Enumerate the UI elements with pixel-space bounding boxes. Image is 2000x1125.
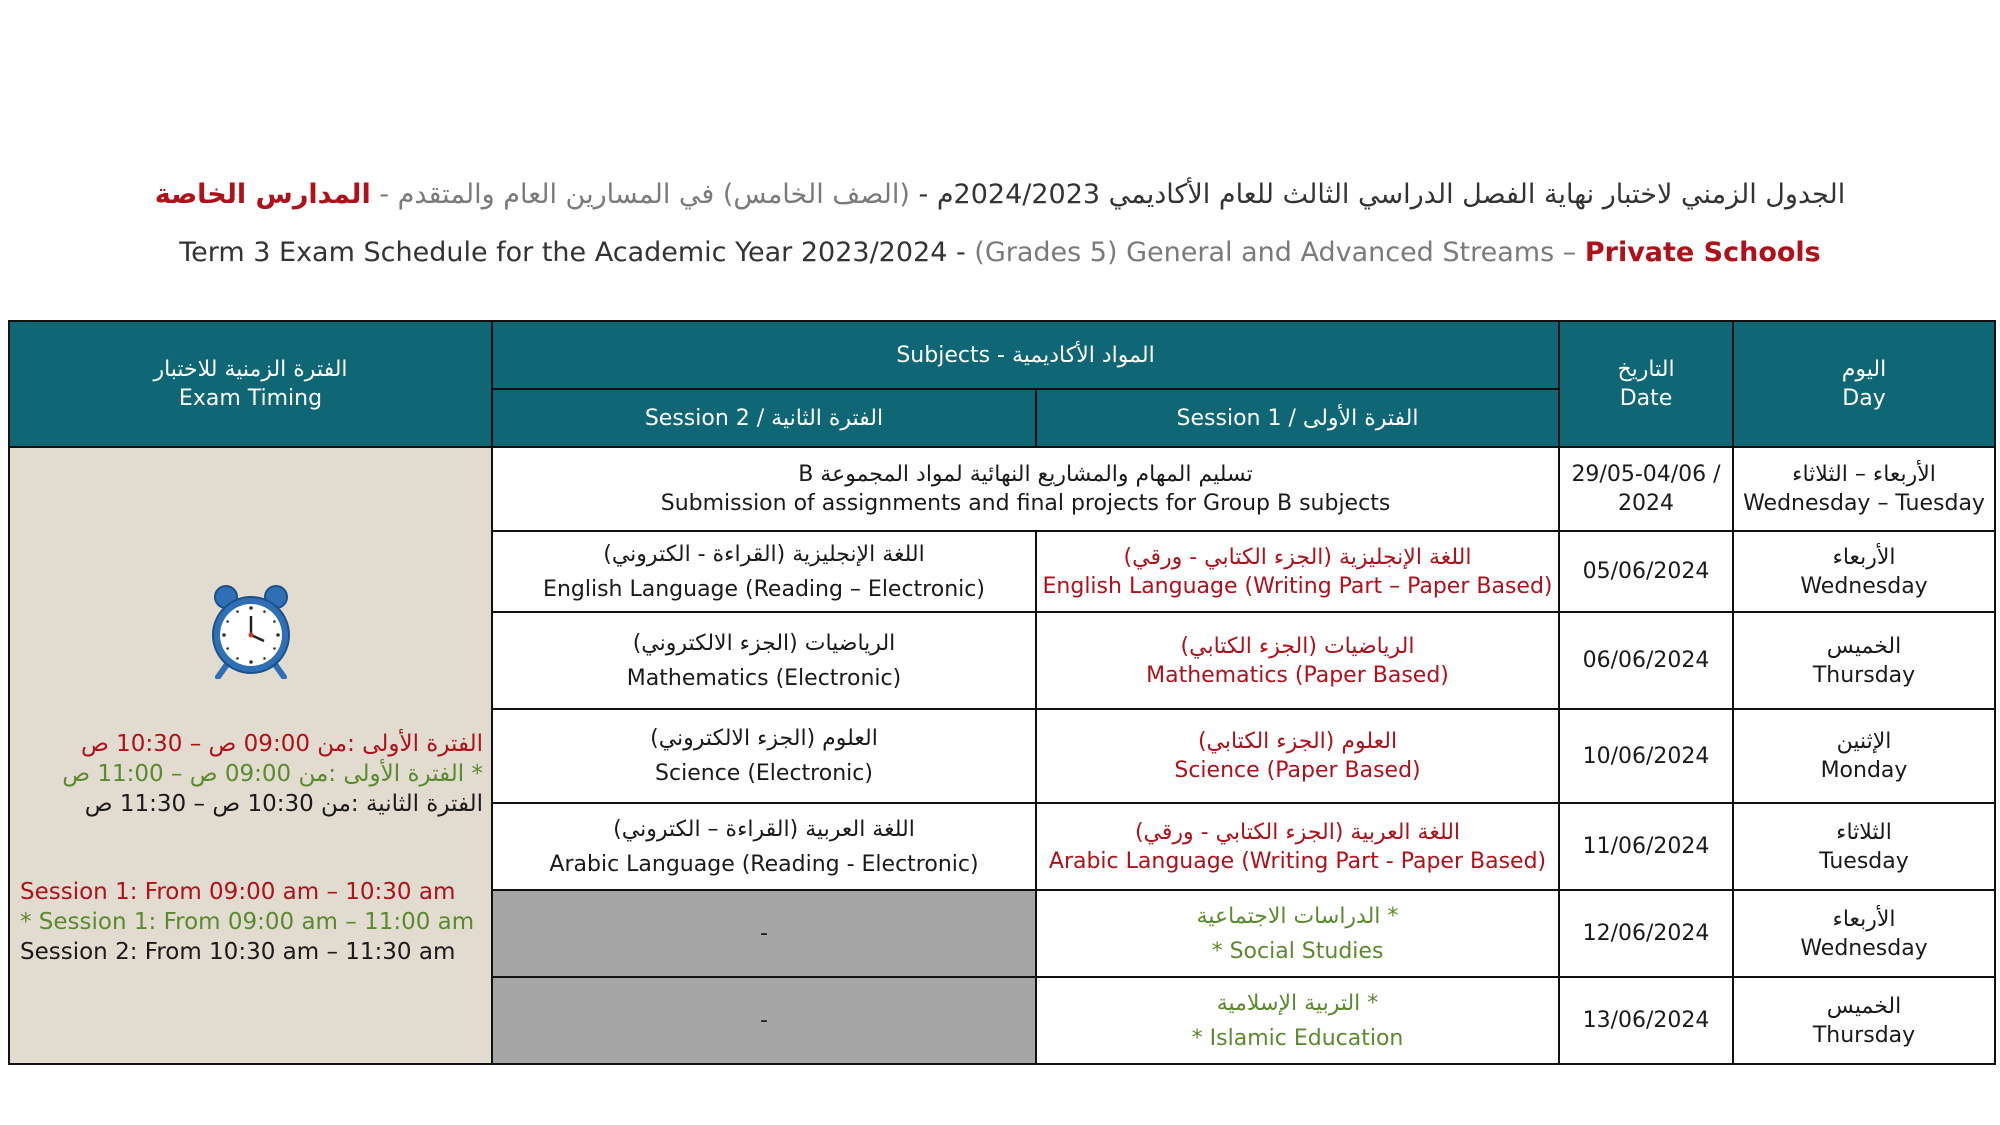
date-header-en: Date [1619,386,1673,411]
session2-en: Mathematics (Electronic) [626,665,902,691]
day-en: Wednesday [1800,573,1928,599]
exam-timing-cell [9,447,492,1064]
submission-en: Submission of assignments and final projects for Group B subjects [660,491,1391,516]
session1-en: Mathematics (Paper Based) [1146,662,1449,688]
session2-ar: اللغة الإنجليزية (القراءة - الكتروني) [603,541,925,567]
session1-cell [1036,890,1559,977]
day-en: Wednesday – Tuesday [1743,491,1985,516]
session2-en: English Language (Reading – Electronic) [543,576,985,602]
day-ar: الأربعاء [1832,906,1896,932]
session1-header: Session 1 / الفترة الأولى [1036,389,1559,447]
header-row-1 [9,321,1995,389]
date-year: 2024 [1618,491,1675,516]
title-english [0,228,2000,278]
date-header-ar: التاريخ [1617,357,1675,382]
session1-ar: اللغة العربية (الجزء الكتابي - ورقي) [1134,819,1461,845]
timing-ar-session2: الفترة الثانية :من 10:30 ص – 11:30 ص [84,790,483,817]
session1-cell [1036,803,1559,890]
day-ar: الثلاثاء [1836,819,1892,845]
page-titles [0,170,2000,278]
day-ar: الخميس [1826,633,1902,659]
date-cell: 10/06/2024 [1559,709,1733,803]
title-ar-main: الجدول الزمني لاختبار نهاية الفصل الدراسي الثالث للعام الأكاديمي 2024/2023م - [909,179,1846,210]
day-ar: الأربعاء – الثلاثاء [1792,462,1936,487]
session2-ar: اللغة العربية (القراءة – الكتروني) [613,816,915,842]
timing-header-ar: الفترة الزمنية للاختبار [153,357,348,382]
session1-cell [1036,977,1559,1064]
day-ar: الخميس [1826,993,1902,1019]
day-header-ar: اليوم [1841,357,1887,382]
timing-header-en: Exam Timing [178,386,323,411]
session1-ar: اللغة الإنجليزية (الجزء الكتابي - ورقي) [1123,544,1472,570]
date-cell [1559,447,1733,531]
date-header [1559,321,1733,447]
submission-ar: تسليم المهام والمشاريع النهائية لمواد المجموعة B [798,462,1253,487]
session1-cell [1036,531,1559,612]
title-ar-dash: - [370,179,398,210]
day-cell [1733,612,1995,709]
day-en: Tuesday [1819,848,1909,874]
timing-en-session1: Session 1: From 09:00 am – 10:30 am [20,878,456,905]
date-cell: 11/06/2024 [1559,803,1733,890]
timing-en-session2: Session 2: From 10:30 am – 11:30 am [20,938,456,965]
alarm-clock-icon [206,583,296,679]
day-header [1733,321,1995,447]
table-row [9,447,1995,531]
title-en-main: Term 3 Exam Schedule for the Academic Year 2023/2024 - [179,237,975,268]
session2-en: Science (Electronic) [655,761,873,786]
day-cell [1733,977,1995,1064]
session2-empty-cell: - [492,977,1036,1064]
title-en-grades: (Grades 5) General and Advanced Streams – [974,237,1585,268]
day-cell [1733,709,1995,803]
submission-cell [492,447,1559,531]
session2-en: Arabic Language (Reading - Electronic) [549,851,979,877]
day-ar: الإثنين [1836,729,1892,754]
session1-en: Arabic Language (Writing Part - Paper Based) [1048,848,1547,874]
day-ar: الأربعاء [1832,544,1896,570]
day-en: Monday [1820,758,1908,783]
day-cell [1733,447,1995,531]
session2-empty-cell: - [492,890,1036,977]
session2-ar: العلوم (الجزء الالكتروني) [650,726,878,751]
date-cell: 05/06/2024 [1559,531,1733,612]
day-en: Thursday [1812,1022,1916,1048]
session2-cell [492,531,1036,612]
date-value: 29/05-04/06 / [1571,462,1721,487]
day-cell [1733,803,1995,890]
session2-header: Session 2 / الفترة الثانية [492,389,1036,447]
session1-cell [1036,612,1559,709]
subjects-header: Subjects - المواد الأكاديمية [492,321,1559,389]
session1-ar: الرياضيات (الجزء الكتابي) [1180,633,1415,659]
session2-cell [492,709,1036,803]
day-cell [1733,890,1995,977]
day-en: Thursday [1812,662,1916,688]
session1-ar: * الدراسات الاجتماعية [1196,903,1399,929]
session1-cell [1036,709,1559,803]
timing-header [9,321,492,447]
session1-ar: العلوم (الجزء الكتابي) [1197,729,1398,754]
title-arabic [0,170,2000,220]
timing-ar-session1-extended: * الفترة الأولى :من 09:00 ص – 11:00 ص [62,760,483,787]
date-cell: 13/06/2024 [1559,977,1733,1064]
day-en: Wednesday [1800,935,1928,961]
session1-en: * Islamic Education [1191,1025,1404,1051]
timing-en-session1-extended: * Session 1: From 09:00 am – 11:00 am [20,908,475,935]
session2-ar: الرياضيات (الجزء الالكتروني) [632,630,896,656]
session2-cell [492,803,1036,890]
day-header-en: Day [1842,386,1886,411]
title-ar-schools: المدارس الخاصة [154,179,371,210]
day-cell [1733,531,1995,612]
exam-schedule-table [8,320,1996,1065]
title-ar-grades: (الصف الخامس) في المسارين العام والمتقدم [397,179,910,210]
session1-en: Science (Paper Based) [1174,758,1421,783]
date-cell: 06/06/2024 [1559,612,1733,709]
timing-ar-session1: الفترة الأولى :من 09:00 ص – 10:30 ص [81,730,483,757]
session1-en: * Social Studies [1211,938,1384,964]
session1-en: English Language (Writing Part – Paper Based) [1042,573,1553,599]
session1-ar: * التربية الإسلامية [1216,990,1379,1016]
title-en-schools: Private Schools [1584,237,1821,268]
session2-cell [492,612,1036,709]
date-cell: 12/06/2024 [1559,890,1733,977]
